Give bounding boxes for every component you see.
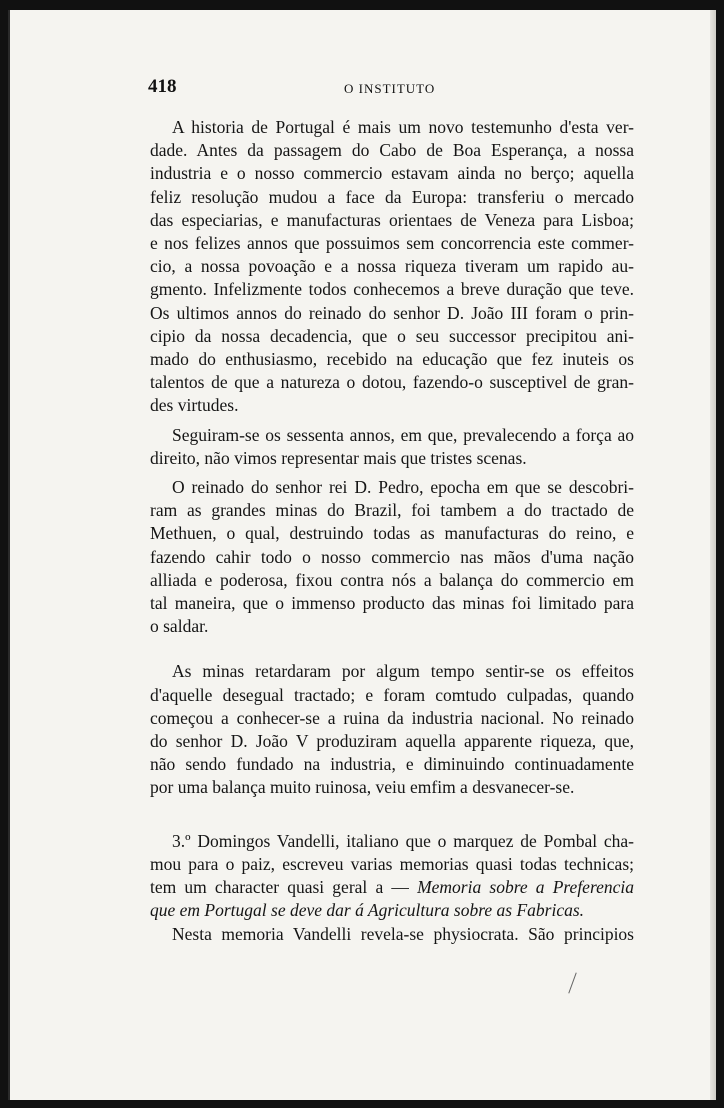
paragraph-3 [150, 476, 634, 638]
text-line [150, 876, 634, 899]
text-line: talentos de que a natureza o dotou, fazendo-o susceptivel de gran- [150, 372, 634, 393]
text-line: o saldar. [150, 616, 209, 637]
text-line: cio, a nossa povoação e a nossa riqueza tiveram um rapido au- [150, 256, 634, 277]
stray-mark [568, 972, 576, 993]
text-line: A historia de Portugal é mais um novo testemunho d'esta ver- [172, 117, 634, 137]
text-line: direito, não vimos representar mais que tristes scenas. [150, 447, 527, 468]
text-line: As minas retardaram por algum tempo sentir-se os effeitos [172, 661, 634, 682]
text-line: alliada e poderosa, fixou contra nós a balança do commercio em [150, 569, 634, 590]
body-text [150, 116, 634, 946]
book-page [8, 10, 716, 1100]
text-line: fazendo cahir todo o nosso commercio nas mãos d'uma nação [150, 546, 634, 567]
paragraph-1 [150, 116, 634, 418]
text-line: por uma balança muito ruinosa, veiu emfim a desvanecer-se. [150, 777, 575, 798]
section-3-paragraph [150, 830, 634, 946]
text-line: mou para o paiz, escreveu varias memorias quasi todas technicas; [150, 853, 634, 874]
text-line: industria e o nosso commercio estavam ainda no berço; aquella [150, 163, 634, 184]
text-line: Seguiram-se os sessenta annos, em que, prevalecendo a força ao [172, 424, 634, 445]
text-line: cipio da nossa decadencia, que o seu successor precipitou ani- [150, 325, 634, 346]
text-line: feliz resolução mudou a face da Europa: transferiu o mercado [150, 186, 634, 207]
running-title: O INSTITUTO [344, 81, 436, 96]
page-header [148, 76, 638, 106]
text-line: tal maneira, que o immenso producto das minas foi limitado para [150, 593, 634, 614]
text-line: Os ultimos annos do reinado do senhor D. João III foram o prin- [150, 302, 634, 323]
memoir-title-part-1: Memoria sobre a Preferencia [417, 877, 635, 898]
text-line: e nos felizes annos que possuimos sem concorrencia este commer- [150, 233, 634, 254]
text-line: O reinado do senhor rei D. Pedro, epocha em que se descobri- [172, 477, 634, 498]
text-span: tem um character quasi geral a — [150, 877, 418, 898]
paragraph-2 [150, 424, 634, 470]
text-line: do senhor D. João V produziram aquella apparente riqueza, que, [150, 731, 634, 752]
text-line: Nesta memoria Vandelli revela-se physiocrata. São principios [172, 923, 634, 944]
text-line: ram as grandes minas do Brazil, foi tambem a do tractado de [150, 500, 634, 521]
text-line: gmento. Infelizmente todos conhecemos a breve duração que teve. [150, 279, 634, 300]
text-line: d'aquelle desegual tractado; e foram comtudo culpadas, quando [150, 684, 634, 705]
text-line: não sendo fundado na industria, e diminuindo continuadamente [150, 754, 634, 775]
text-line: dade. Antes da passagem do Cabo de Boa Esperança, a nossa [150, 140, 634, 161]
text-line: 3.º Domingos Vandelli, italiano que o marquez de Pombal cha- [172, 830, 634, 851]
memoir-title-part-2: que em Portugal se deve dar á Agricultura sobre as Fabricas. [150, 900, 585, 921]
text-line: Methuen, o qual, destruindo todas as manufacturas do reino, e [150, 523, 634, 544]
page-edge [710, 10, 716, 1100]
page-number: 418 [148, 76, 177, 97]
text-line: das especiarias, e manufacturas orientaes de Veneza para Lisboa; [150, 209, 634, 230]
text-line: des virtudes. [150, 395, 239, 416]
paragraph-4 [150, 660, 634, 799]
text-line: começou a conhecer-se a ruina da industria nacional. No reinado [150, 707, 634, 728]
text-line: mado do enthusiasmo, recebido na educação que fez inuteis os [150, 349, 634, 370]
